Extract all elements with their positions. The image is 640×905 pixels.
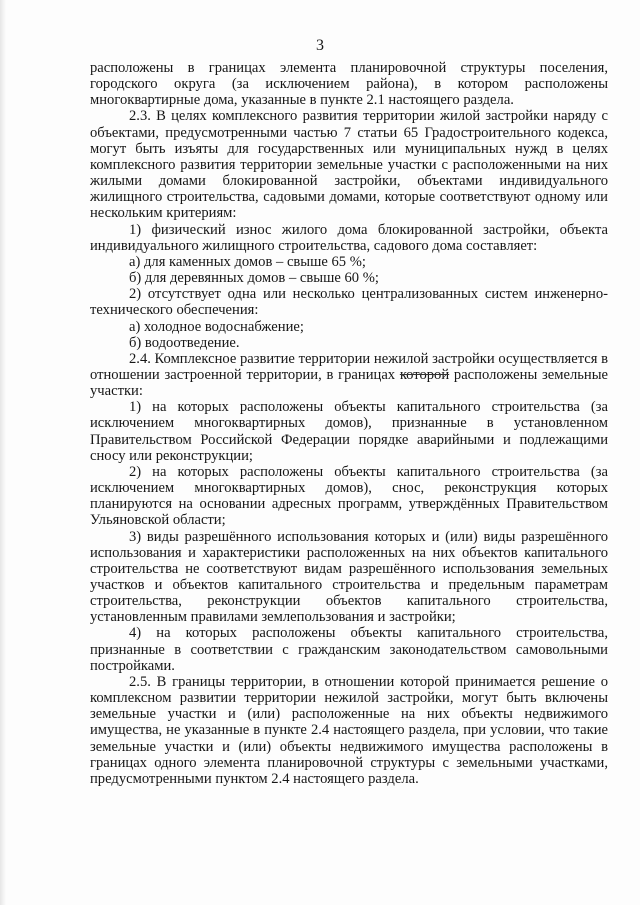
criterion-2a: а) холодное водоснабжение;: [129, 318, 304, 335]
item-2-4-4: 4) на которых расположены объекты капитального строительства, признанные в соответствии с гражданским законодательством самовольными постройками.: [90, 625, 608, 674]
criterion-2: 2) отсутствует одна или несколько централизованных систем инженерно-технического обеспечения:: [90, 286, 608, 319]
paragraph-2-5: 2.5. В границы территории, в отношении которой принимается решение о комплексном развитии территории нежилой застройки, могут быть включены земельные участки и (или) расположенные на них объекты недвижимого имущества, не указанные в пункте 2.4 настоящего раздела, при условии, что такие земельные участки и (или) объекты недвижимого имущества расположены в границах одного элемента планировочной структуры с земельными участками, предусмотренными пунктом 2.4 настоящего раздела.: [90, 673, 608, 787]
document-body: [90, 60, 608, 787]
item-2-4-1: 1) на которых расположены объекты капитального строительства (за исключением многоквартирных домов), признанные в установленном Правительством Российской Федерации порядке аварийными и подлежащими сносу или реконструкции;: [90, 399, 608, 464]
scan-edge-shadow: [0, 0, 6, 905]
criterion-1b: б) для деревянных домов – свыше 60 %;: [129, 270, 379, 287]
criterion-2b: б) водоотведение.: [129, 334, 240, 351]
paragraph-2-4: [90, 351, 608, 399]
paragraph-continuation: расположены в границах элемента планировочной структуры поселения, городского округа (за исключением района), в котором расположены многоквартирные дома, указанные в пункте 2.1 настоящего раздела.: [90, 60, 608, 109]
paragraph-2-3: 2.3. В целях комплексного развития территории жилой застройки наряду с объектами, предусмотренными частью 7 статьи 65 Градостроительного кодекса, могут быть изъяты для государственных или муниципальных нужд в целях комплексного развития территории земельные участки с расположенными на них жилыми домами блокированной застройки, объектами индивидуального жилищного строительства, садовыми домами, которые соответствуют одному или нескольким критериям:: [90, 108, 608, 222]
item-2-4-3: 3) виды разрешённого использования которых и (или) виды разрешённого использования и характеристики расположенных на них объектов капитального строительства не соответствуют видам разрешённого использования земельных участков и объектов капитального строительства и предельным параметрам строительства, реконструкции объектов капитального строительства, установленным правилами землепользования и застройки;: [90, 528, 608, 626]
criterion-1a: а) для каменных домов – свыше 65 %;: [129, 253, 366, 270]
paragraph-2-4-end: расположены земельные участки:: [90, 366, 608, 400]
page-number: 3: [316, 37, 324, 54]
criterion-1: 1) физический износ жилого дома блокированной застройки, объекта индивидуального жилищного строительства, садового дома составляет:: [90, 221, 608, 254]
struck-word: которой: [399, 366, 450, 383]
paragraph-2-4-start: 2.4. Комплексное развитие территории нежилой застройки осуществляется в отношении застроенной территории, в границах: [90, 350, 608, 383]
item-2-4-2: 2) на которых расположены объекты капитального строительства (за исключением многоквартирных домов), снос, реконструкция которых планируются на основании адресных программ, утверждённых Правительством Ульяновской области;: [90, 463, 608, 529]
